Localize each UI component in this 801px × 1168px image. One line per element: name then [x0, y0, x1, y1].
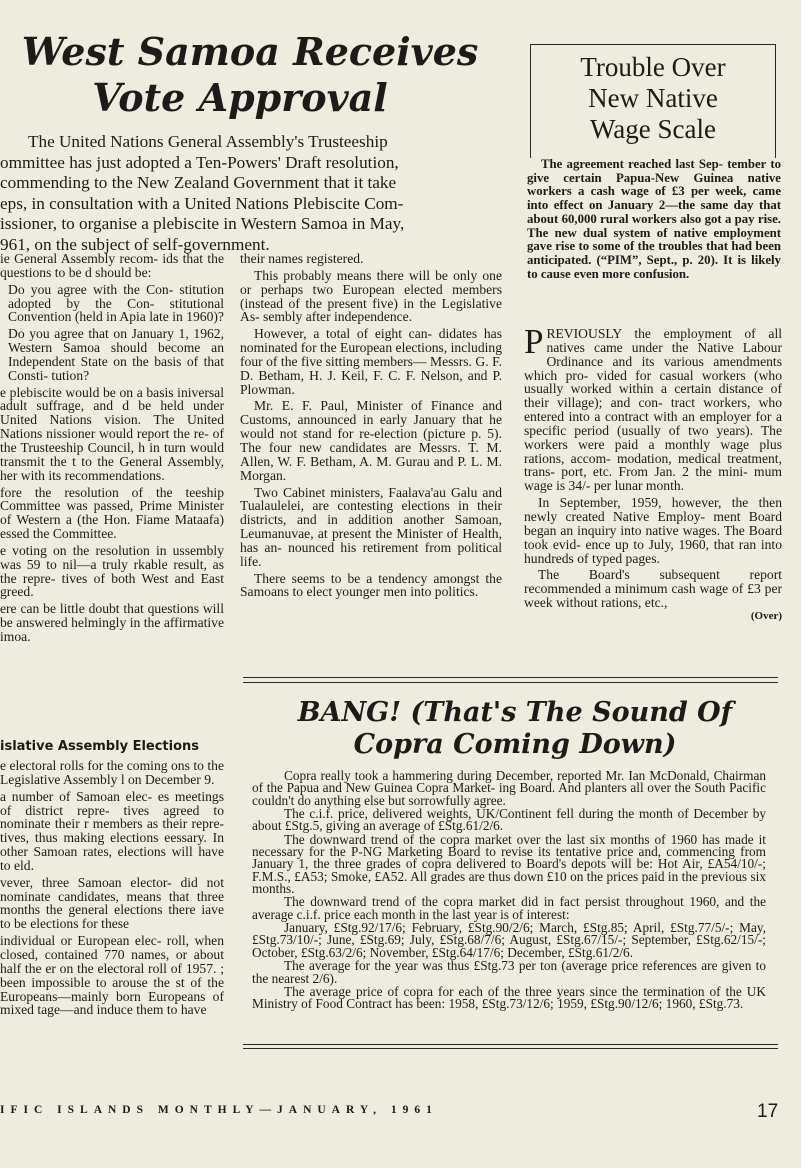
section-subheading: islative Assembly Elections: [0, 739, 200, 754]
paragraph: The downward trend of the copra market did in fact persist throughout 1960, and the average c.i.f. price each month in the last year is of interest:: [252, 894, 766, 922]
copra-headline-line-2: Copra Coming Down): [353, 729, 677, 760]
paragraph: The average price of copra for each of the three years since the termination of the UK Ministry of Food Contract has been: 1958, £Stg.73/12/6; 1959, £Stg.90/12/6; 1960, £Stg.73.: [252, 983, 766, 1012]
samoa-right-column: [240, 252, 502, 602]
paragraph: Mr. E. F. Paul, Minister of Finance and Customs, announced in early January that he would not stand for re-election (picture p. 5). The four new candidates are Messrs. T. M. Allen, W. F. Betham, A. M. Gurau and P. L. M. Morgan.: [240, 398, 502, 483]
lead-line: commending to the New Zealand Government that it take: [0, 173, 397, 193]
paragraph: ie General Assembly recom- ids that the questions to be d should be:: [0, 251, 224, 280]
lead-line: The United Nations General Assembly's Trusteeship: [28, 132, 388, 151]
paragraph: The c.i.f. price, delivered weights, UK/Continent fell during the month of December by about £Stg.5, giving an average of £Stg.61/2/6.: [252, 806, 766, 834]
samoa-headline-line-2: Vote Approval: [92, 75, 388, 120]
wage-headline-line: Wage Scale: [589, 114, 716, 144]
copra-body: [252, 770, 766, 1011]
magazine-footer: IFIC ISLANDS MONTHLY—JANUARY, 1961: [0, 1104, 438, 1116]
paragraph: individual or European elec- roll, when closed, contained 770 names, or about half the er on the electoral roll of 1957. ; been impossible to arouse the st of the Europeans—mainly born Europeans of mixed tage—and induce them to have: [0, 933, 224, 1018]
lead-line: ommittee has just adopted a Ten-Powers' Draft resolution,: [0, 152, 399, 172]
lead-line: issioner, to organise a plebiscite in Western Samoa in May,: [0, 214, 405, 234]
box-right-rule: [775, 44, 776, 158]
paragraph: their names registered.: [240, 251, 364, 266]
section-rule: [243, 682, 778, 683]
paragraph: The Board's subsequent report recommended a minimum cash wage of £3 per week without rations, etc.,: [524, 567, 782, 611]
paragraph: a number of Samoan elec- es meetings of district repre- tives agreed to nominate their r members as their repre- tives, thus making elections eessary. In other Samoan rates, elections will have to eld.: [0, 788, 224, 873]
paragraph: There seems to be a tendency amongst the Samoans to elect younger men into politics.: [240, 570, 502, 600]
drop-cap-letter: P: [524, 322, 544, 361]
samoa-lead-paragraph: [0, 132, 500, 256]
paragraph: This probably means there will be only one or perhaps two European elected members (instead of the present five) in the Legislative As- sembly after independence.: [240, 267, 502, 325]
paragraph-with-dropcap: [524, 322, 782, 494]
continued-over-label: (Over): [750, 609, 782, 622]
wage-headline: [534, 52, 772, 145]
paragraph: Two Cabinet ministers, Faalava'au Galu and Tualaulelei, are contesting elections in their districts, and in addition another Samoan, Leumanuvae, at present the Minister of Health, has an- nounced his retirement from political life.: [240, 484, 502, 569]
paragraph: e electoral rolls for the coming ons to the Legislative Assembly l on December 9.: [0, 758, 224, 787]
paragraph: fore the resolution of the teeship Committee was passed, Prime Minister of Western a (the Hon. Fiame Mataafa) essed the Committee.: [0, 484, 224, 542]
section-rule: [243, 1048, 778, 1049]
lead-line: eps, in consultation with a United Nations Plebiscite Com-: [0, 193, 404, 213]
paragraph: e voting on the resolution in ussembly was 59 to nil—a truly rkable result, as the repre- tives of both West and East greed.: [0, 542, 224, 600]
paragraph: e plebiscite would be on a basis iniversal adult suffrage, and d be held under United Nations vision. The United Nations nissioner would report the re- of the Trusteeship Council, h in turn would transmit the t to the General Assembly, her with its recommendations.: [0, 384, 224, 483]
paragraph-text: REVIOUSLY the employment of all natives came under the Native Labour Ordinance and its various amendments which pro- vided for casual workers (who usually worked within a certain distance of their village); and con- tract workers, who entered into a contract with an employer for a specific period (usually of two years). The workers were paid a monthly wage plus rations, accom- modation, medical treatment, trans- port, etc. From Jan. 2 the mini- mum wage is 34/- per lunar month.: [524, 326, 782, 494]
wage-headline-line: Trouble Over: [580, 52, 726, 82]
paragraph: However, a total of eight can- didates has nominated for the European elections, including four of the five sitting members— Messrs. G. F. D. Betham, H. J. Keil, F. C. F. Nelson, and P. Plowman.: [240, 326, 502, 397]
wage-headline-line: New Native: [588, 83, 718, 113]
page-number: 17: [757, 1101, 779, 1122]
plebiscite-question-2: Do you agree that on January 1, 1962, Western Samoa should become an Independent State on the basis of that Consti- tution?: [8, 326, 224, 383]
price-list: January, £Stg.92/17/6; February, £Stg.90/2/6; March, £Stg.85; April, £Stg.77/5/-; May, £Stg.73/10/-; June, £Stg.69; July, £Stg.68/7/6; August, £Stg.67/15/-; September, £Stg.62/15/-; October, £Stg.63/2/6; November, £Stg.64/17/6; December, £Stg.61/2/6.: [252, 920, 766, 960]
wage-intro-paragraph: The agreement reached last Sep- tember to give certain Papua-New Guinea native workers a cash wage of £3 per week, came into effect on January 2—the same day that about 60,000 rural workers also got a pay rise. The new dual system of native employment gave rise to some of the troubles that had been anticipated. (“PIM”, Sept., p. 20). It is likely to cause even more confusion.: [527, 157, 781, 281]
section-rule: [243, 1044, 778, 1045]
box-left-rule: [530, 44, 531, 158]
samoa-headline-line-1: West Samoa Receives: [21, 29, 479, 74]
box-top-rule: [530, 44, 776, 45]
samoa-left-column: [0, 252, 224, 647]
lead-line: 961, on the subject of self-government.: [0, 234, 270, 254]
plebiscite-question-1: Do you agree with the Con- stitution adopted by the Con- stitutional Convention (held in Apia late in 1960)?: [8, 281, 224, 325]
paragraph: Copra really took a hammering during December, reported Mr. Ian McDonald, Chairman of the Papua and New Guinea Copra Market- ing Board. And planters all over the South Pacific couldn't do anything else but sorrowfully agree.: [252, 768, 766, 808]
paragraph: The average for the year was thus £Stg.73 per ton (average price references are given to the nearest 2/6).: [252, 958, 766, 986]
paragraph: In September, 1959, however, the then newly created Native Employ- ment Board began an inquiry into native wages. The Board took evid- ence up to July, 1960, that ran into hundreds of typed pages.: [524, 495, 782, 566]
section-rule: [243, 677, 778, 678]
copra-headline-line-1: BANG! (That's The Sound Of: [297, 697, 733, 728]
paragraph: The downward trend of the copra market over the last six months of 1960 has made it necessary for the P-NG Marketing Board to revise its tentative price and, commencing from January 1, the three grades of copra delivered to Board's depots will be: Hot Air, £A54/10/-; F.M.S., £A53; Smoke, £A52. All grades are thus down £10 on the prices paid in the previous six months.: [252, 831, 766, 897]
paragraph: vever, three Samoan elector- did not nominate candidates, means that three months the general elections there iave to be elections for these: [0, 874, 224, 932]
samoa-left-column-continued: [0, 759, 224, 1020]
wage-body-column: [524, 322, 782, 622]
paragraph: ere can be little doubt that questions will be answered helmingly in the affirmative imoa.: [0, 601, 224, 644]
